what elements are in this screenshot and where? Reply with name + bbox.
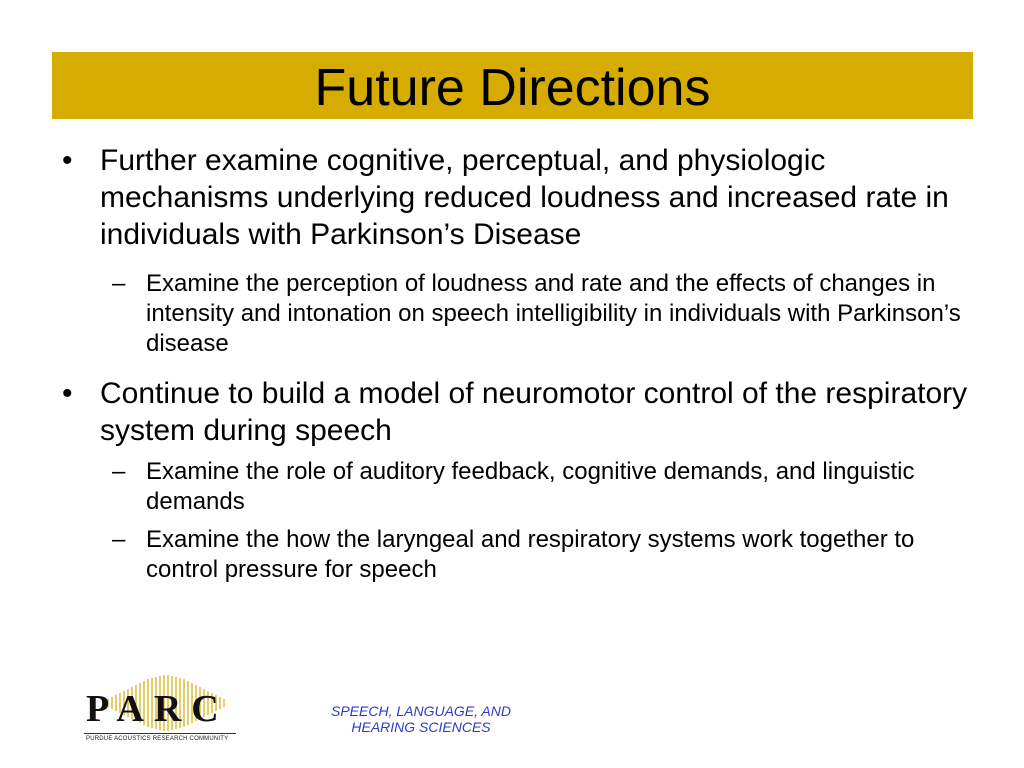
subbullet-text: Examine the perception of loudness and rate and the effects of changes in intensity and intonation on speech intelligibility in individuals with Parkinson’s disease [146,270,961,357]
bullet-item [60,142,970,253]
bullet-marker: • [62,144,73,177]
department-line-1: SPEECH, LANGUAGE, AND [331,703,511,719]
subbullet-item [112,269,970,359]
subbullet-list [112,457,970,585]
bullet-text: Continue to build a model of neuromotor control of the respiratory system during speech [100,377,968,447]
subbullet-marker: – [112,458,126,485]
department-label [310,703,532,735]
subbullet-list [112,269,970,359]
subbullet-marker: – [112,526,126,553]
slide-title: Future Directions [314,58,711,117]
subbullet-item [112,457,970,517]
logo-subtitle: PURDUE ACOUSTICS RESEARCH COMMUNITY [86,736,229,742]
title-bar [52,52,973,119]
subbullet-text: Examine the role of auditory feedback, cognitive demands, and linguistic demands [146,458,915,515]
logo-wordmark: PARC [86,688,229,730]
subbullet-marker: – [112,270,126,297]
subbullet-item [112,525,970,585]
bullet-list [60,142,970,585]
subbullet-text: Examine the how the laryngeal and respiratory systems work together to control pressure for speech [146,526,915,583]
bullet-item [60,375,970,449]
bullet-marker: • [62,377,73,410]
bullet-text: Further examine cognitive, perceptual, and physiologic mechanisms underlying reduced loudness and increased rate in individuals with Parkinson’s Disease [100,144,949,251]
department-line-2: HEARING SCIENCES [351,719,491,735]
logo-divider [84,733,236,734]
parc-logo [84,673,244,747]
